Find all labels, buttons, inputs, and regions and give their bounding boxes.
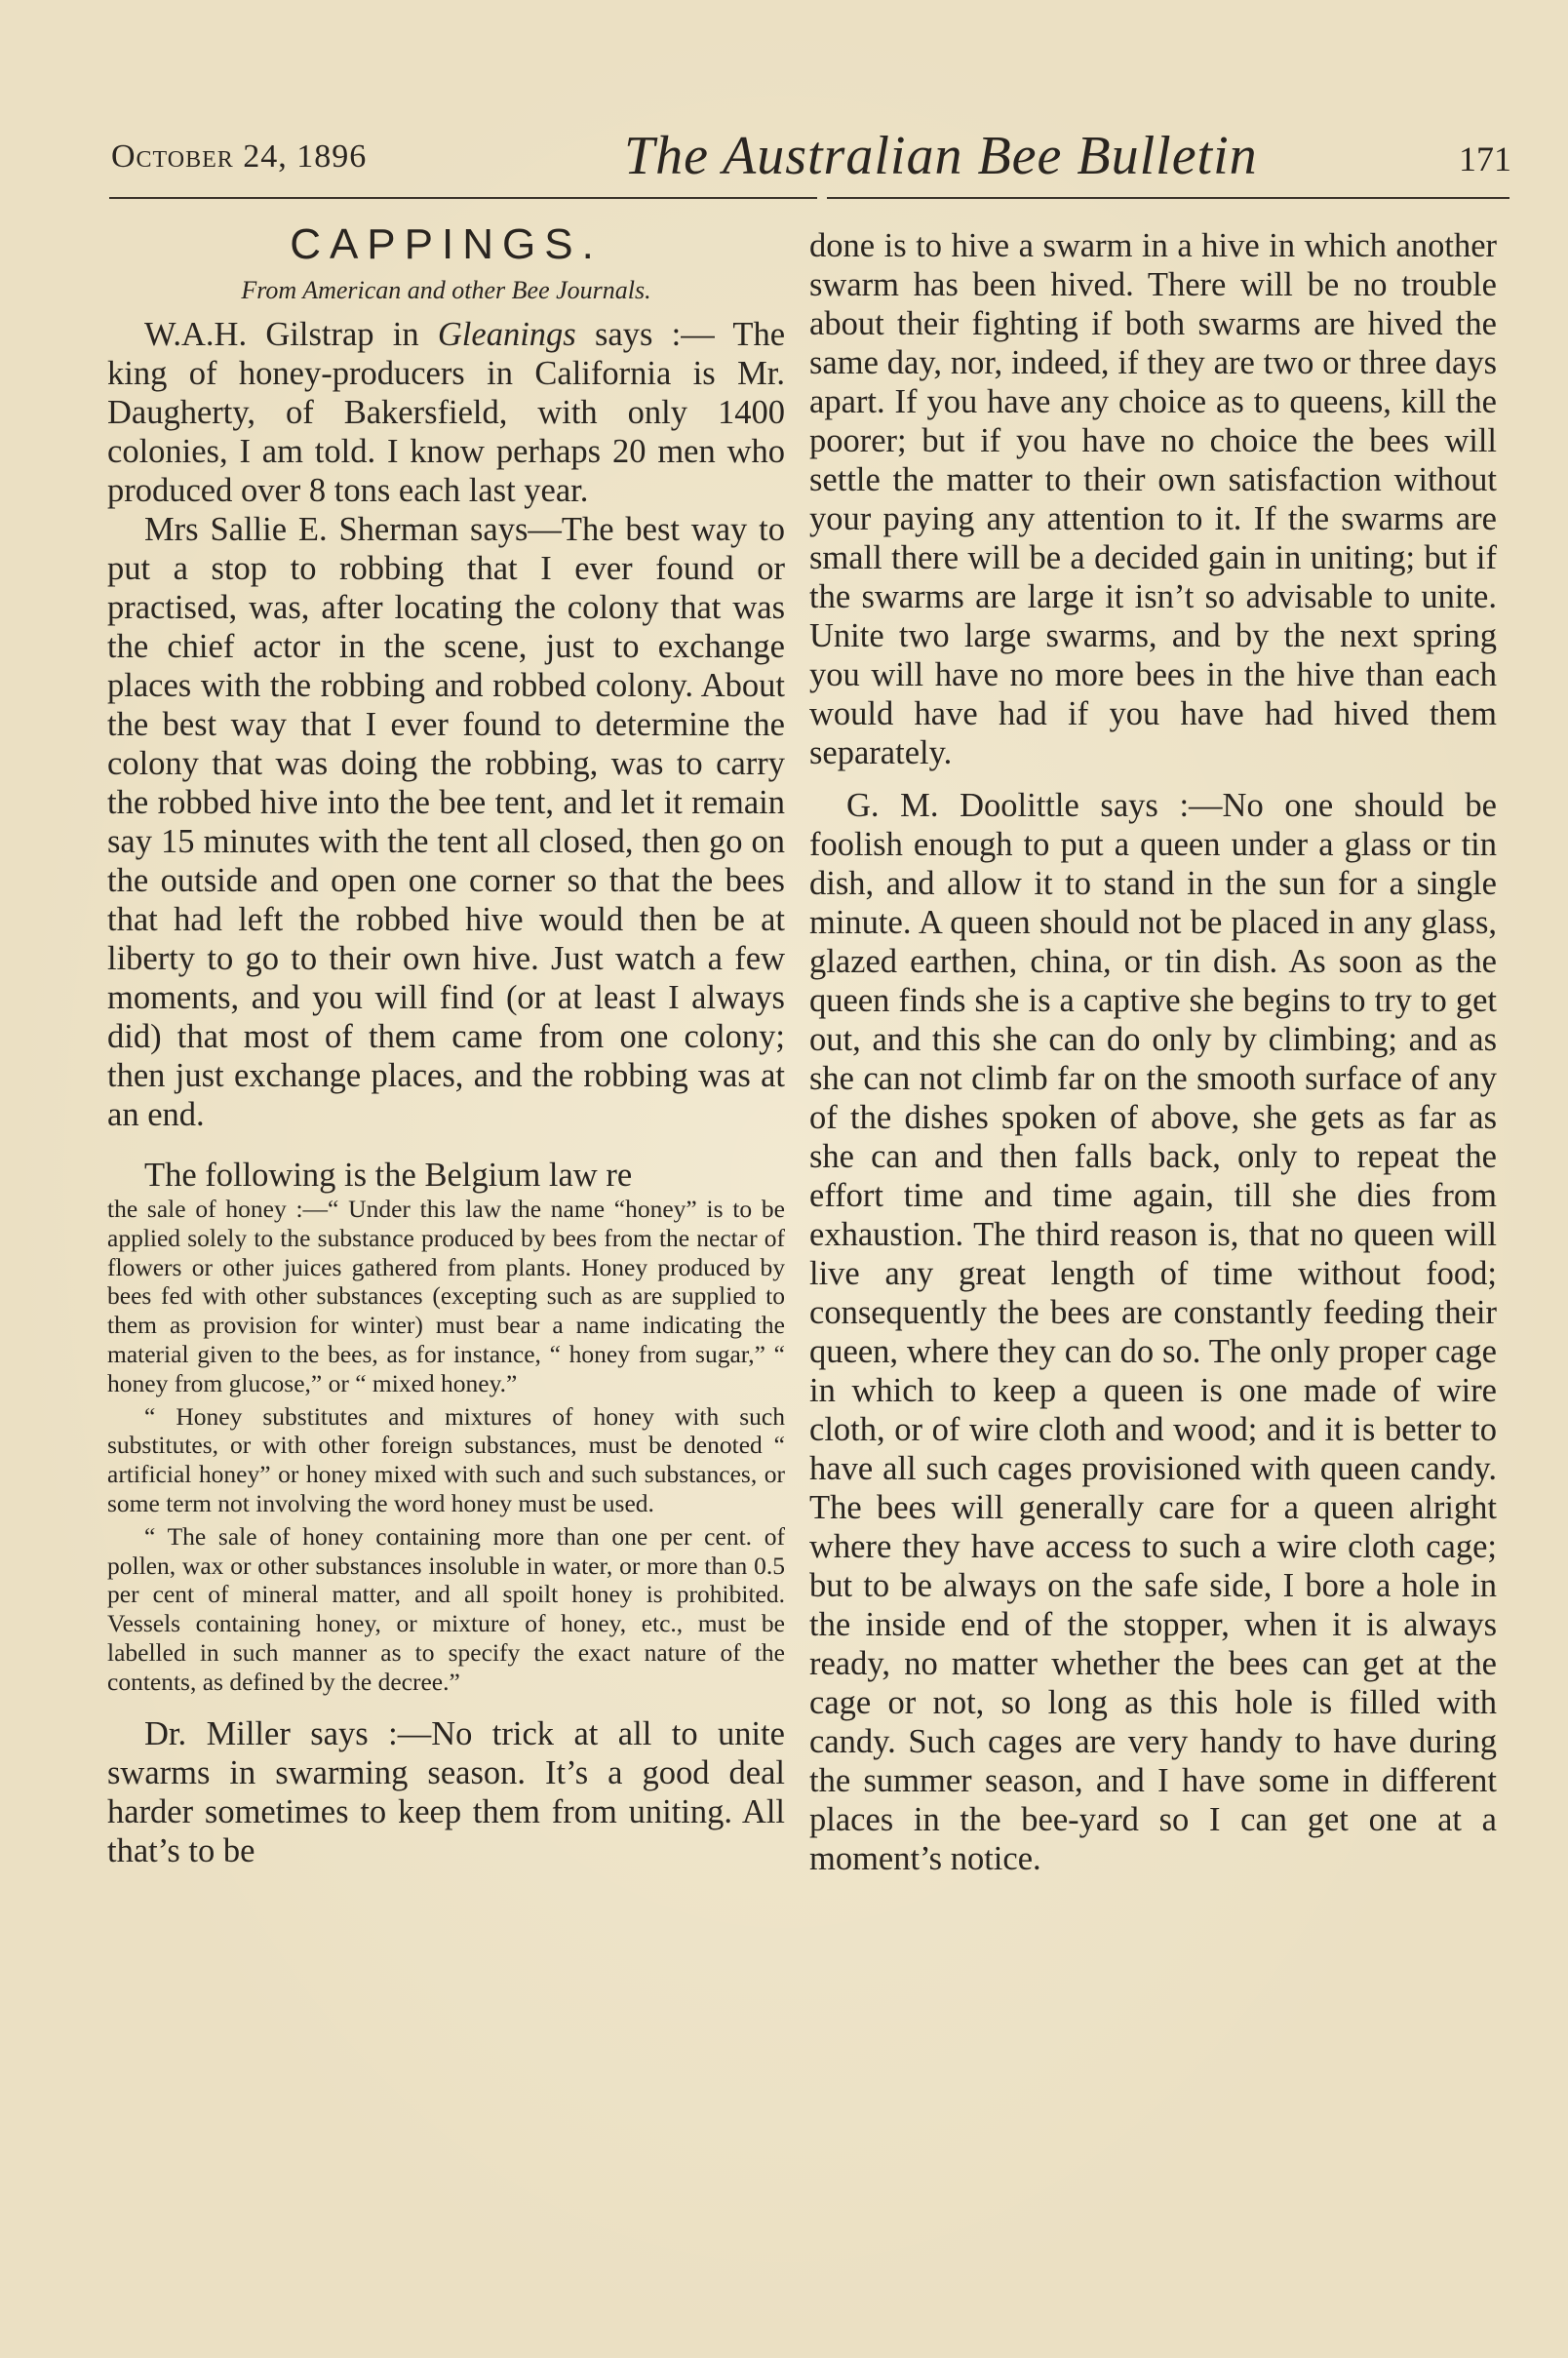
gilstrap-says: says :— bbox=[594, 316, 715, 353]
gilstrap-journal: Gleanings bbox=[437, 316, 576, 353]
miller-continuation: done is to hive a swarm in a hive in which another swarm has been hived. There will be no trouble about their fighting if both swarms are hived the same day, nor, indeed, if they are two or three days apart. If you have any choice as to queens, kill the poorer; but if you have no choice the bees will settle the matter to their own satisfaction without your paying any attention to it. If the swarms are small there will be a decided gain in uniting; but if the swarms are large it isn’t so advisable to unite. Unite two large swarms, and by the next spring you will have no more bees in the hive than each would have had if you have had hived them separately. bbox=[809, 227, 1497, 771]
sale-paragraph: “ The sale of honey containing more than one per cent. of pollen, wax or other substances insoluble in water, or more than 0.5 per cent of mineral matter, and all spoilt honey is prohibited. Vessels containing honey, or mixture of honey, etc., must be labelled in such manner as to specify the exact nature of the contents, as defined by the decree.” bbox=[107, 1521, 785, 1696]
header-rule-right bbox=[827, 197, 1509, 199]
issue-date: October 24, 1896 bbox=[111, 138, 368, 175]
sherman-paragraph: Mrs Sallie E. Sherman says—The best way to put a stop to robbing that I ever found or practised, was, after locating the colony that was the chief actor in the scene, just to exchange places with the robbing and robbed colony. About the best way that I ever found to determine the colony that was doing the robbing, was to carry the robbed hive into the bee tent, and let it remain say 15 minutes with the tent all closed, then go on the outside and open one corner so that the bees that had left the robbed hive would then be at liberty to go to their own hive. Just watch a few moments, and you will find (or at least I always did) that most of them came from one colony; then just exchange places, and the robbing was at an end. bbox=[107, 511, 785, 1133]
left-column bbox=[107, 219, 785, 1870]
gilstrap-body: The king of honey-producers in California is Mr. Daugherty, of Bakersfield, with only 1400 colonies, I am told. I know perhaps 20 men who produced over 8 tons each last year. bbox=[107, 316, 786, 509]
section-subtitle: From American and other Bee Journals. bbox=[241, 276, 651, 304]
journal-title: The Australian Bee Bulletin bbox=[624, 126, 1258, 186]
substitutes-paragraph: “ Honey substitutes and mixtures of honey with such substitutes, or with other foreign substances, must be denoted “ artificial honey” or honey mixed with such and such substances, or some term not involving the word honey must be used. bbox=[107, 1401, 785, 1517]
gilstrap-paragraph bbox=[107, 315, 785, 510]
belgium-law-text: the sale of honey :—“ Under this law the name “honey” is to be applied solely to the substance produced by bees from the nectar of flowers or other juices gathered from plants. Honey produced by bees fed with other substances (excepting such as are supplied to them as provision for winter) must bear a name indicating the material given to the bees, as for instance, “ honey from sugar,” “ honey from glucose,” or “ mixed honey.” bbox=[107, 1195, 785, 1397]
header-rule-left bbox=[109, 197, 817, 199]
doolittle-paragraph: G. M. Doolittle says :—No one should be foolish enough to put a queen under a glass or tin dish, and allow it to stand in the sun for a single minute. A queen should not be placed in any glass, glazed earthen, china, or tin dish. As soon as the queen finds she is a captive she begins to try to get out, and this she can do only by climbing; and as she can not climb far on the smooth surface of any of the dishes spoken of above, she gets as far as she can and then falls back, only to repeat the effort time and time again, till she dies from exhaustion. The third reason is, that no queen will live any great length of time without food; consequently the bees are constantly feeding their queen, where they can do so. The only proper cage in which to keep a queen is one made of wire cloth, or of wire cloth and wood; and it is better to have all such cages provisioned with queen candy. The bees will generally care for a queen alright where they have access to such a wire cloth cage; but to be always on the safe side, I bore a hole in the inside end of the stopper, when it is always ready, no matter whether the bees can get at the cage or not, so long as this hole is filled with candy. Such cages are very handy to have during the summer season, and I have some in different places in the bee-yard so I can get one at a moment’s notice. bbox=[809, 787, 1497, 1877]
right-column bbox=[809, 226, 1497, 1878]
miller-paragraph: Dr. Miller says :—No trick at all to unite swarms in swarming season. It’s a good deal harder sometimes to keep them from uniting. All that’s to be bbox=[107, 1714, 785, 1869]
page-number: 171 bbox=[1459, 139, 1511, 178]
belgium-lead: The following is the Belgium law re bbox=[144, 1157, 633, 1194]
section-title: CAPPINGS. bbox=[290, 220, 603, 268]
running-header bbox=[107, 125, 1511, 193]
gilstrap-lead: W.A.H. Gilstrap in bbox=[144, 316, 419, 353]
